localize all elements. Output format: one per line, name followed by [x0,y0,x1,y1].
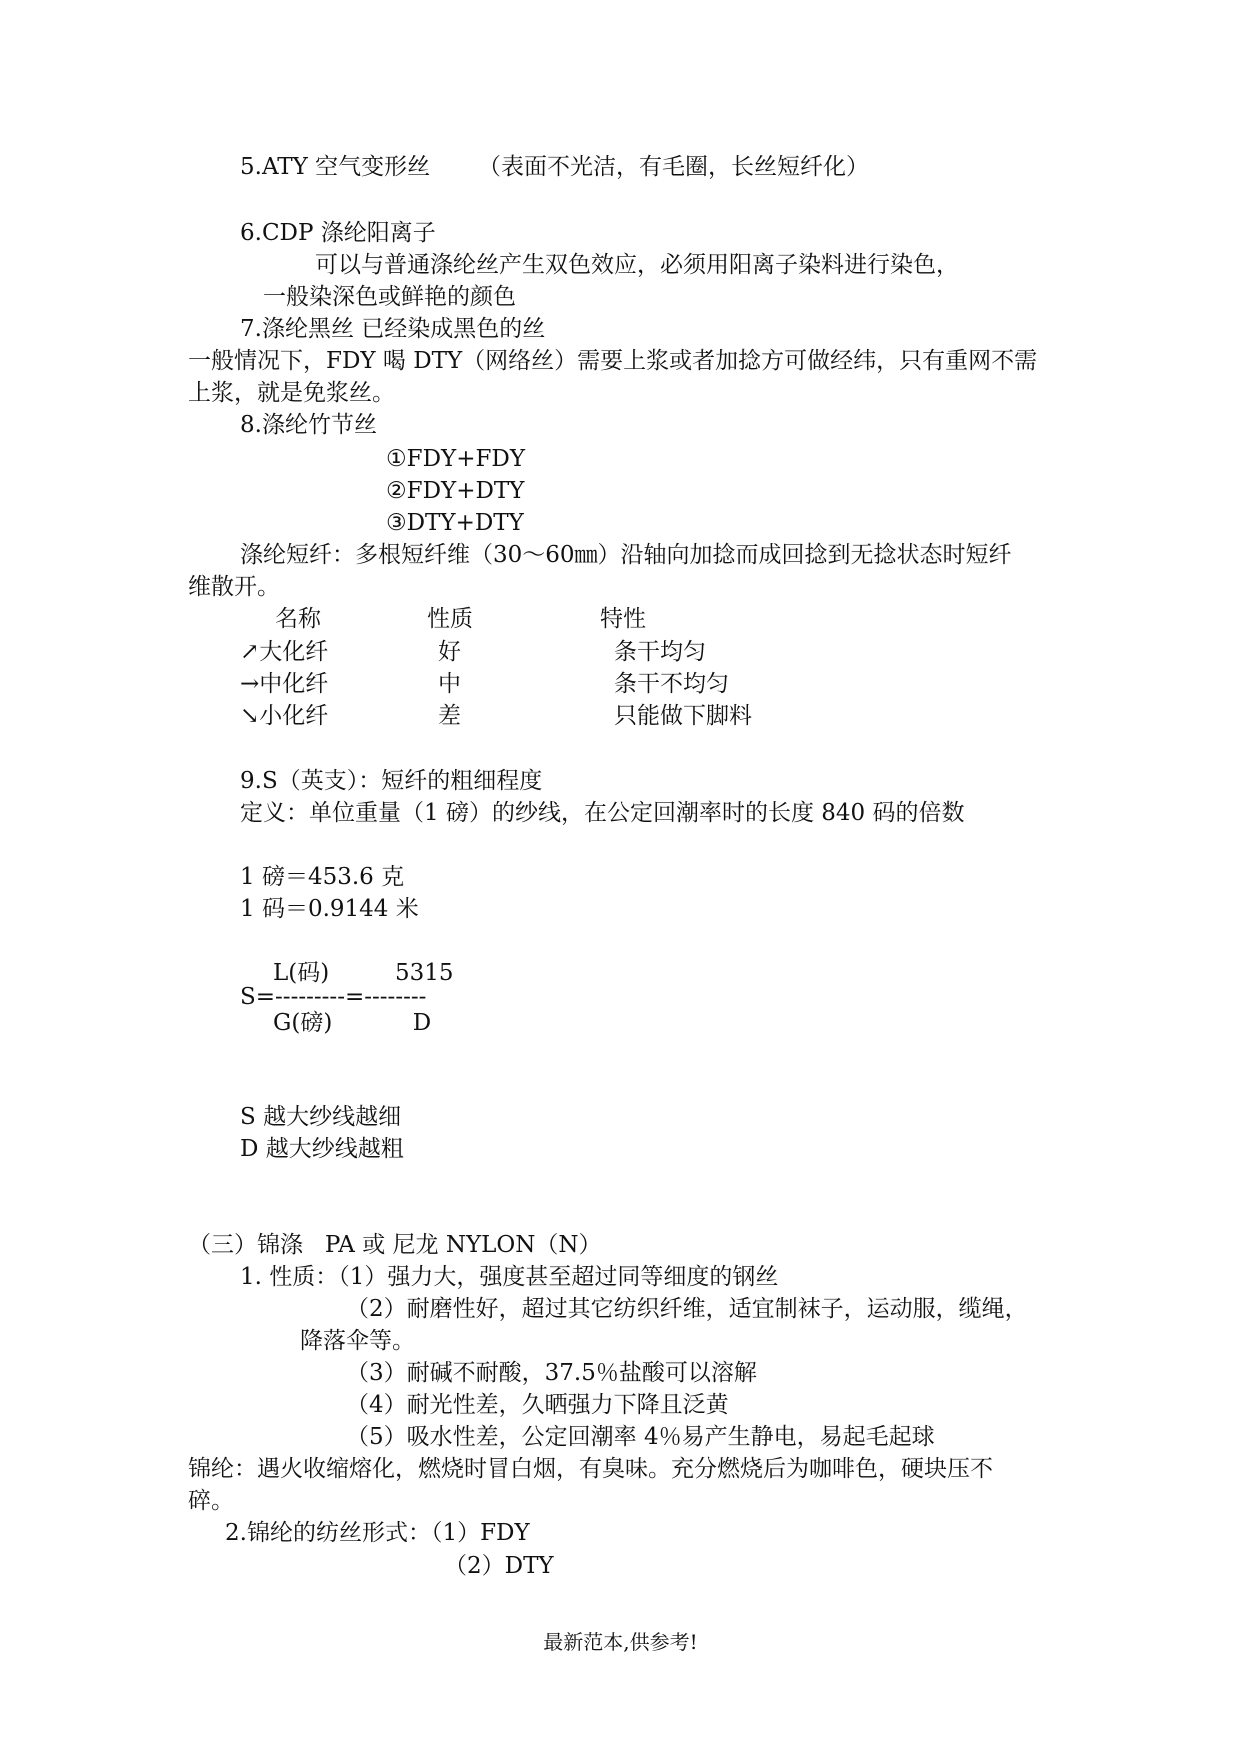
table-header-name: 名称 [275,606,321,632]
page-footer: 最新范本,供参考! [543,1630,698,1654]
text-line-burning2: 碎。 [188,1488,234,1514]
text-line-property4: （4）耐光性差，久晒强力下降且泛黄 [346,1392,729,1418]
text-line-property1: 1. 性质：（1）强力大，强度甚至超过同等细度的钢丝 [240,1264,779,1290]
text-line-general1: 一般情况下，FDY 喝 DTY（网络丝）需要上浆或者加捻方可做经纬，只有重网不需 [188,348,1038,374]
text-line-d-rule: D 越大纱线越粗 [240,1136,404,1162]
text-line-cdp-desc2: 一般染深色或鲜艳的颜色 [263,284,516,310]
text-line-slub-yarn: 8.涤纶竹节丝 [240,412,377,438]
text-line-slub-1: ①FDY+FDY [386,446,526,472]
text-line-slub-3: ③DTY+DTY [386,510,524,536]
text-line-s-rule: S 越大纱线越细 [240,1104,402,1130]
table-header-feature: 特性 [600,606,646,632]
text-line-cdp: 6.CDP 涤纶阳离子 [240,220,436,246]
text-line-black-yarn: 7.涤纶黑丝 已经染成黑色的丝 [240,316,546,342]
text-line-general2: 上浆，就是免浆丝。 [188,380,395,406]
text-line-staple1: 涤纶短纤：多根短纤维（30～60㎜）沿轴向加捻而成回捻到无捻状态时短纤 [240,542,1012,568]
formula-numerator: L(码) 5315 [273,960,454,986]
text-line-property3: （3）耐碱不耐酸，37.5％盐酸可以溶解 [346,1360,757,1386]
table-row1-property: 好 [438,639,461,665]
table-row3-feature: 只能做下脚料 [614,703,752,729]
text-line-aty: 5.ATY 空气变形丝 [240,154,431,180]
text-line-slub-2: ②FDY+DTY [386,478,525,504]
table-row2-feature: 条干不均匀 [614,671,729,697]
text-line-staple2: 维散开。 [188,574,280,600]
text-line-cdp-desc1: 可以与普通涤纶丝产生双色效应，必须用阳离子染料进行染色， [315,252,959,278]
text-line-aty-note: （表面不光洁，有毛圈，长丝短纤化） [478,154,869,180]
text-line-property2: （2）耐磨性好，超过其它纺织纤维，适宜制袜子，运动服，缆绳， [346,1296,1028,1322]
text-line-pound: 1 磅＝453.6 克 [240,864,405,890]
formula-fraction-line: S=---------=-------- [240,984,427,1010]
table-row3-property: 差 [438,703,461,729]
table-row1-feature: 条干均匀 [614,639,706,665]
table-row2-name: →中化纤 [240,671,329,697]
text-line-burning1: 锦纶：遇火收缩熔化，燃烧时冒白烟，有臭味。充分燃烧后为咖啡色，硬块压不 [188,1456,993,1482]
text-line-spinning-form: 2.锦纶的纺丝形式：（1）FDY [225,1520,530,1546]
table-row2-property: 中 [438,671,461,697]
text-line-yard: 1 码＝0.9144 米 [240,896,419,922]
table-header-property: 性质 [427,606,473,632]
table-row1-name: ↗大化纤 [240,639,329,665]
text-line-property5: （5）吸水性差，公定回潮率 4％易产生静电，易起毛起球 [346,1424,935,1450]
text-line-property2-cont: 降落伞等。 [300,1328,415,1354]
table-row3-name: ↘小化纤 [240,703,329,729]
text-line-english-count: 9.S（英支）：短纤的粗细程度 [240,768,543,794]
text-line-definition: 定义：单位重量（1 磅）的纱线，在公定回潮率时的长度 840 码的倍数 [240,800,965,826]
section-heading-nylon: （三）锦涤 PA 或 尼龙 NYLON（N） [188,1232,602,1258]
formula-denominator: G(磅) D [273,1010,432,1036]
text-line-spinning-dty: （2）DTY [444,1553,554,1579]
